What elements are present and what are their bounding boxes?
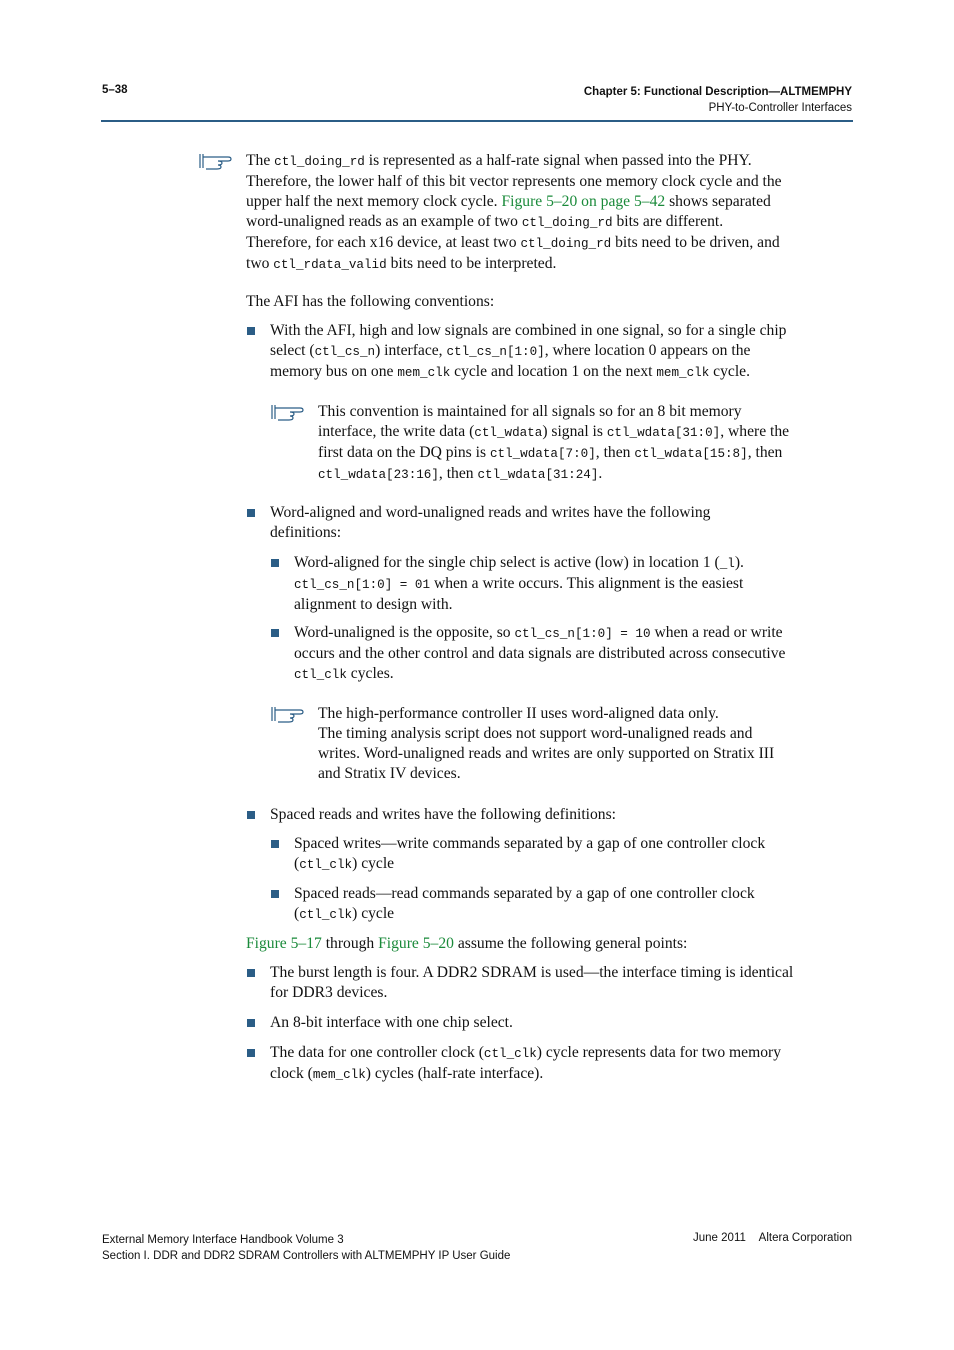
square-bullet bbox=[247, 1049, 255, 1057]
square-bullet bbox=[271, 890, 279, 898]
list-item: Word-aligned and word-unaligned reads and writes have the following definitions: bbox=[270, 504, 711, 541]
footer-company: Altera Corporation bbox=[758, 1232, 852, 1244]
footer-left bbox=[102, 1232, 510, 1264]
square-bullet bbox=[271, 559, 279, 567]
square-bullet bbox=[271, 840, 279, 848]
footer-right bbox=[693, 1232, 852, 1244]
list-item: With the AFI, high and low signals are combined in one signal, so for a single chip select (ctl_cs_n) interface, ctl_cs_n[1:0], where location 0 appears on the memory bus on one mem_clk cycle and location 1 on the next mem_clk cycle. bbox=[270, 322, 787, 380]
afi-intro: The AFI has the following conventions: bbox=[246, 293, 495, 310]
square-bullet bbox=[247, 327, 255, 335]
sub-list-item: Word-unaligned is the opposite, so ctl_cs_n[1:0] = 10 when a read or write occurs and the other control and data signals are distributed across consecutive ctl_clk cycles. bbox=[294, 624, 786, 682]
figure-link[interactable]: Figure 5–20 on page 5–42 bbox=[501, 193, 666, 210]
sub-list-item: Spaced writes—write commands separated by a gap of one controller clock (ctl_clk) cycle bbox=[294, 835, 766, 872]
footer-date: June 2011 bbox=[693, 1232, 746, 1244]
figures-intro: Figure 5–17 through Figure 5–20 assume the following general points: bbox=[246, 935, 688, 952]
sub-list-item: Word-aligned for the single chip select is active (low) in location 1 (_l). ctl_cs_n[1:0] = 01 when a write occurs. This alignment is the easiest alignment to design with. bbox=[294, 554, 744, 613]
square-bullet bbox=[247, 1019, 255, 1027]
chapter-title: Chapter 5: Functional Description—ALTMEMPHY bbox=[583, 86, 852, 98]
list-item: The burst length is four. A DDR2 SDRAM is used—the interface timing is identical for DDR3 devices. bbox=[270, 964, 794, 1001]
sub-list-item: Spaced reads—read commands separated by a gap of one controller clock (ctl_clk) cycle bbox=[294, 885, 755, 922]
footer-section: Section I. DDR and DDR2 SDRAM Controllers with ALTMEMPHY IP User Guide bbox=[102, 1250, 511, 1262]
square-bullet bbox=[271, 629, 279, 637]
note-paragraph-2: This convention is maintained for all signals so for an 8 bit memory interface, the write data (ctl_wdata) signal is ctl_wdata[31:0], where the first data on the DQ pins is ctl_wdata[7:0], then ctl_wdata[15:8], then ctl_wdata[23:16], then ctl_wdata[31:24]. bbox=[318, 403, 790, 482]
page-number: 5–38 bbox=[102, 84, 128, 96]
list-item: The data for one controller clock (ctl_clk) cycle represents data for two memory clock (mem_clk) cycles (half-rate interface). bbox=[270, 1044, 781, 1082]
header-rule bbox=[101, 120, 853, 122]
square-bullet bbox=[247, 969, 255, 977]
list-item: An 8-bit interface with one chip select. bbox=[270, 1014, 513, 1031]
section-title: PHY-to-Controller Interfaces bbox=[708, 102, 852, 114]
figure-link[interactable]: Figure 5–20 bbox=[378, 935, 454, 952]
running-header bbox=[584, 84, 852, 116]
pointing-hand-icon bbox=[270, 403, 304, 421]
note-paragraph-3: The high-performance controller II uses word-aligned data only. The timing analysis script does not support word-unaligned reads and writes. Word-unaligned reads and writes are only supported on Stratix III and Stratix IV devices. bbox=[318, 705, 775, 782]
footer-handbook: External Memory Interface Handbook Volume 3 bbox=[102, 1234, 344, 1246]
figure-link[interactable]: Figure 5–17 bbox=[246, 935, 322, 952]
note-paragraph-1: The ctl_doing_rd is represented as a half-rate signal when passed into the PHY. Therefore, the lower half of this bit vector represents one memory clock cycle and the upper half the next memory clock cycle. Figure 5–20 on page 5–42 shows separated word-unaligned reads as an example of two ctl_doing_rd bits are different. Therefore, for each x16 device, at least two ctl_doing_rd bits need to be driven, and two ctl_rdata_valid bits need to be interpreted. bbox=[246, 152, 782, 272]
pointing-hand-icon bbox=[198, 152, 232, 170]
square-bullet bbox=[247, 811, 255, 819]
pointing-hand-icon bbox=[270, 705, 304, 723]
square-bullet bbox=[247, 509, 255, 517]
list-item: Spaced reads and writes have the following definitions: bbox=[270, 806, 617, 823]
